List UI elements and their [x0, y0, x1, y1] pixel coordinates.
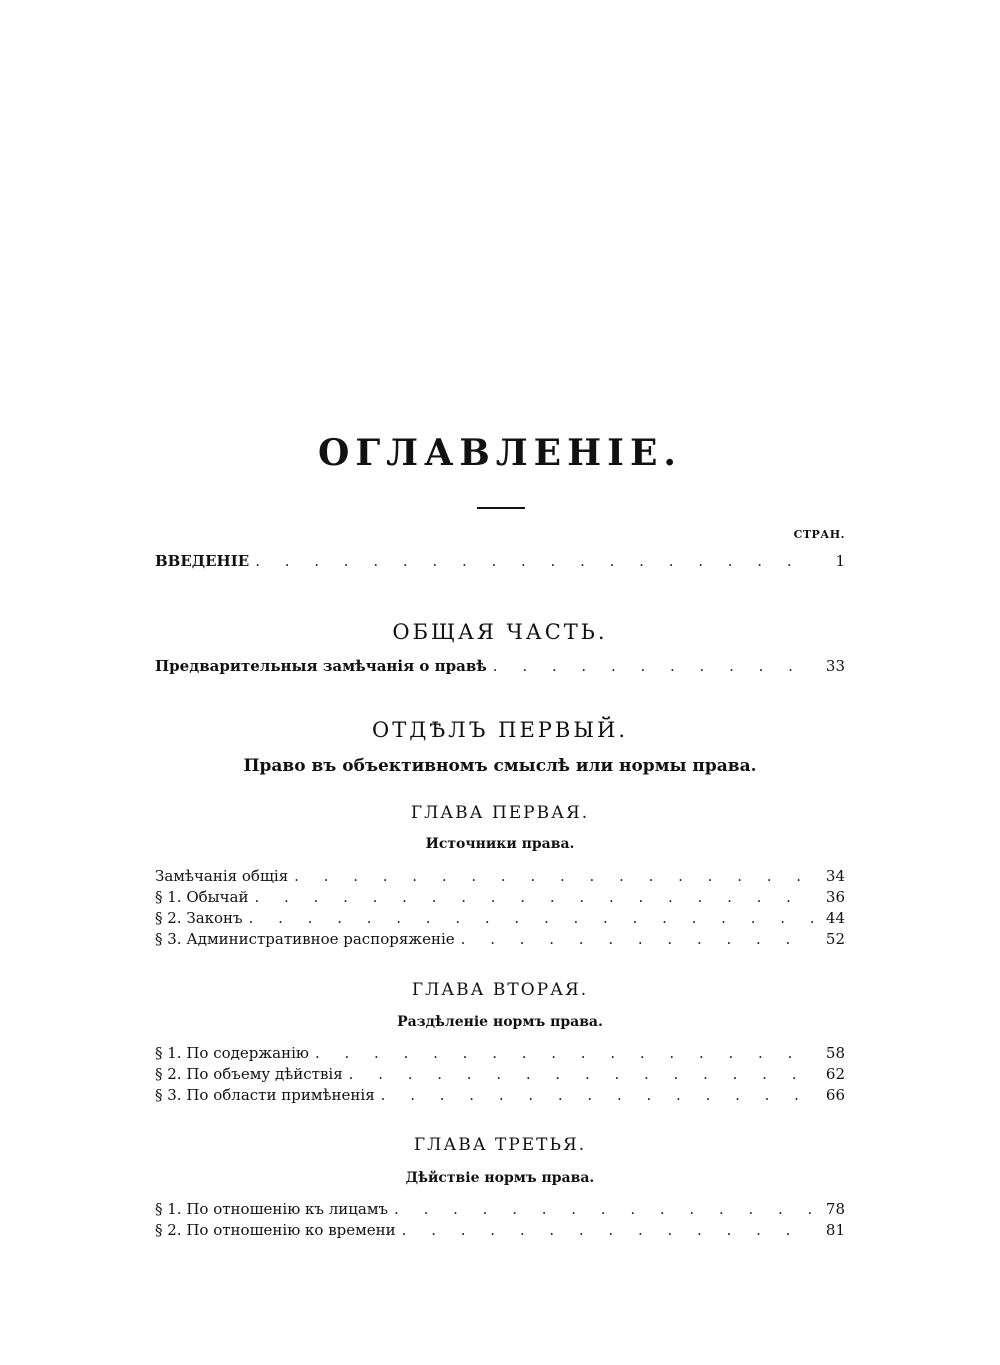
toc-entry-label: § 1. Обычай [155, 888, 249, 906]
dot-leader [254, 888, 815, 906]
toc-entry [155, 930, 845, 952]
dot-leader [249, 909, 815, 927]
toc-entry [155, 1086, 845, 1108]
toc-entry-page: 34 [825, 867, 845, 885]
dot-leader [461, 930, 815, 948]
dot-leader [315, 1044, 815, 1062]
chapter-3-subtitle: Дѣйствіе нормъ права. [405, 1170, 595, 1186]
toc-entry-introduction [155, 552, 845, 574]
toc-entry-label: § 2. По объему дѣйствія [155, 1065, 343, 1083]
toc-entry-label: ВВЕДЕНІЕ [155, 552, 250, 570]
toc-entry-page: 1 [835, 552, 845, 570]
toc-entry [155, 1221, 845, 1243]
dot-leader [349, 1065, 815, 1083]
dot-leader [294, 867, 815, 885]
toc-entry-page: 36 [825, 888, 845, 906]
toc-entry-page: 81 [825, 1221, 845, 1239]
section-one-title: ОТДѢЛЪ ПЕРВЫЙ. [371, 718, 629, 742]
chapter-1-subtitle: Источники права. [425, 836, 575, 852]
general-part-title: ОБЩАЯ ЧАСТЬ. [392, 620, 608, 644]
toc-entry [155, 1065, 845, 1087]
chapter-2-subtitle: Раздѣленіе нормъ права. [397, 1014, 603, 1030]
toc-entry [155, 1200, 845, 1222]
chapter-1-title: ГЛАВА ПЕРВАЯ. [410, 803, 590, 823]
toc-entry-label: § 1. По отношенію къ лицамъ [155, 1200, 389, 1218]
chapter-3-title: ГЛАВА ТРЕТЬЯ. [413, 1135, 587, 1155]
toc-entry-page: 66 [825, 1086, 845, 1104]
toc-entry-label: § 1. По содержанію [155, 1044, 309, 1062]
toc-entry [155, 888, 845, 910]
section-one-subtitle: Право въ объективномъ смыслѣ или нормы права. [243, 756, 757, 776]
toc-entry-preliminary [155, 657, 845, 679]
toc-entry [155, 909, 845, 931]
toc-entry-label: § 3. По области примѣненія [155, 1086, 375, 1104]
page-title: ОГЛАВЛЕНІЕ. [318, 432, 682, 474]
toc-entry-page: 33 [825, 657, 845, 675]
dot-leader [255, 552, 815, 570]
dot-leader [493, 657, 815, 675]
title-rule [477, 507, 525, 509]
toc-entry-page: 78 [825, 1200, 845, 1218]
toc-entry-label: § 2. По отношенію ко времени [155, 1221, 396, 1239]
toc-entry-label: § 2. Законъ [155, 909, 243, 927]
dot-leader [402, 1221, 815, 1239]
chapter-2-title: ГЛАВА ВТОРАЯ. [411, 980, 589, 1000]
toc-entry [155, 867, 845, 889]
toc-entry-label: § 3. Административное распоряженіе [155, 930, 455, 948]
toc-entry-label: Замѣчанія общія [155, 867, 289, 885]
dot-leader [394, 1200, 815, 1218]
dot-leader [381, 1086, 815, 1104]
toc-entry-page: 52 [825, 930, 845, 948]
page-column-label: СТРАН. [793, 528, 845, 541]
toc-entry [155, 1044, 845, 1066]
toc-entry-page: 58 [825, 1044, 845, 1062]
toc-entry-page: 62 [825, 1065, 845, 1083]
toc-entry-page: 44 [825, 909, 845, 927]
toc-entry-label: Предварительныя замѣчанія о правѣ [155, 657, 487, 675]
